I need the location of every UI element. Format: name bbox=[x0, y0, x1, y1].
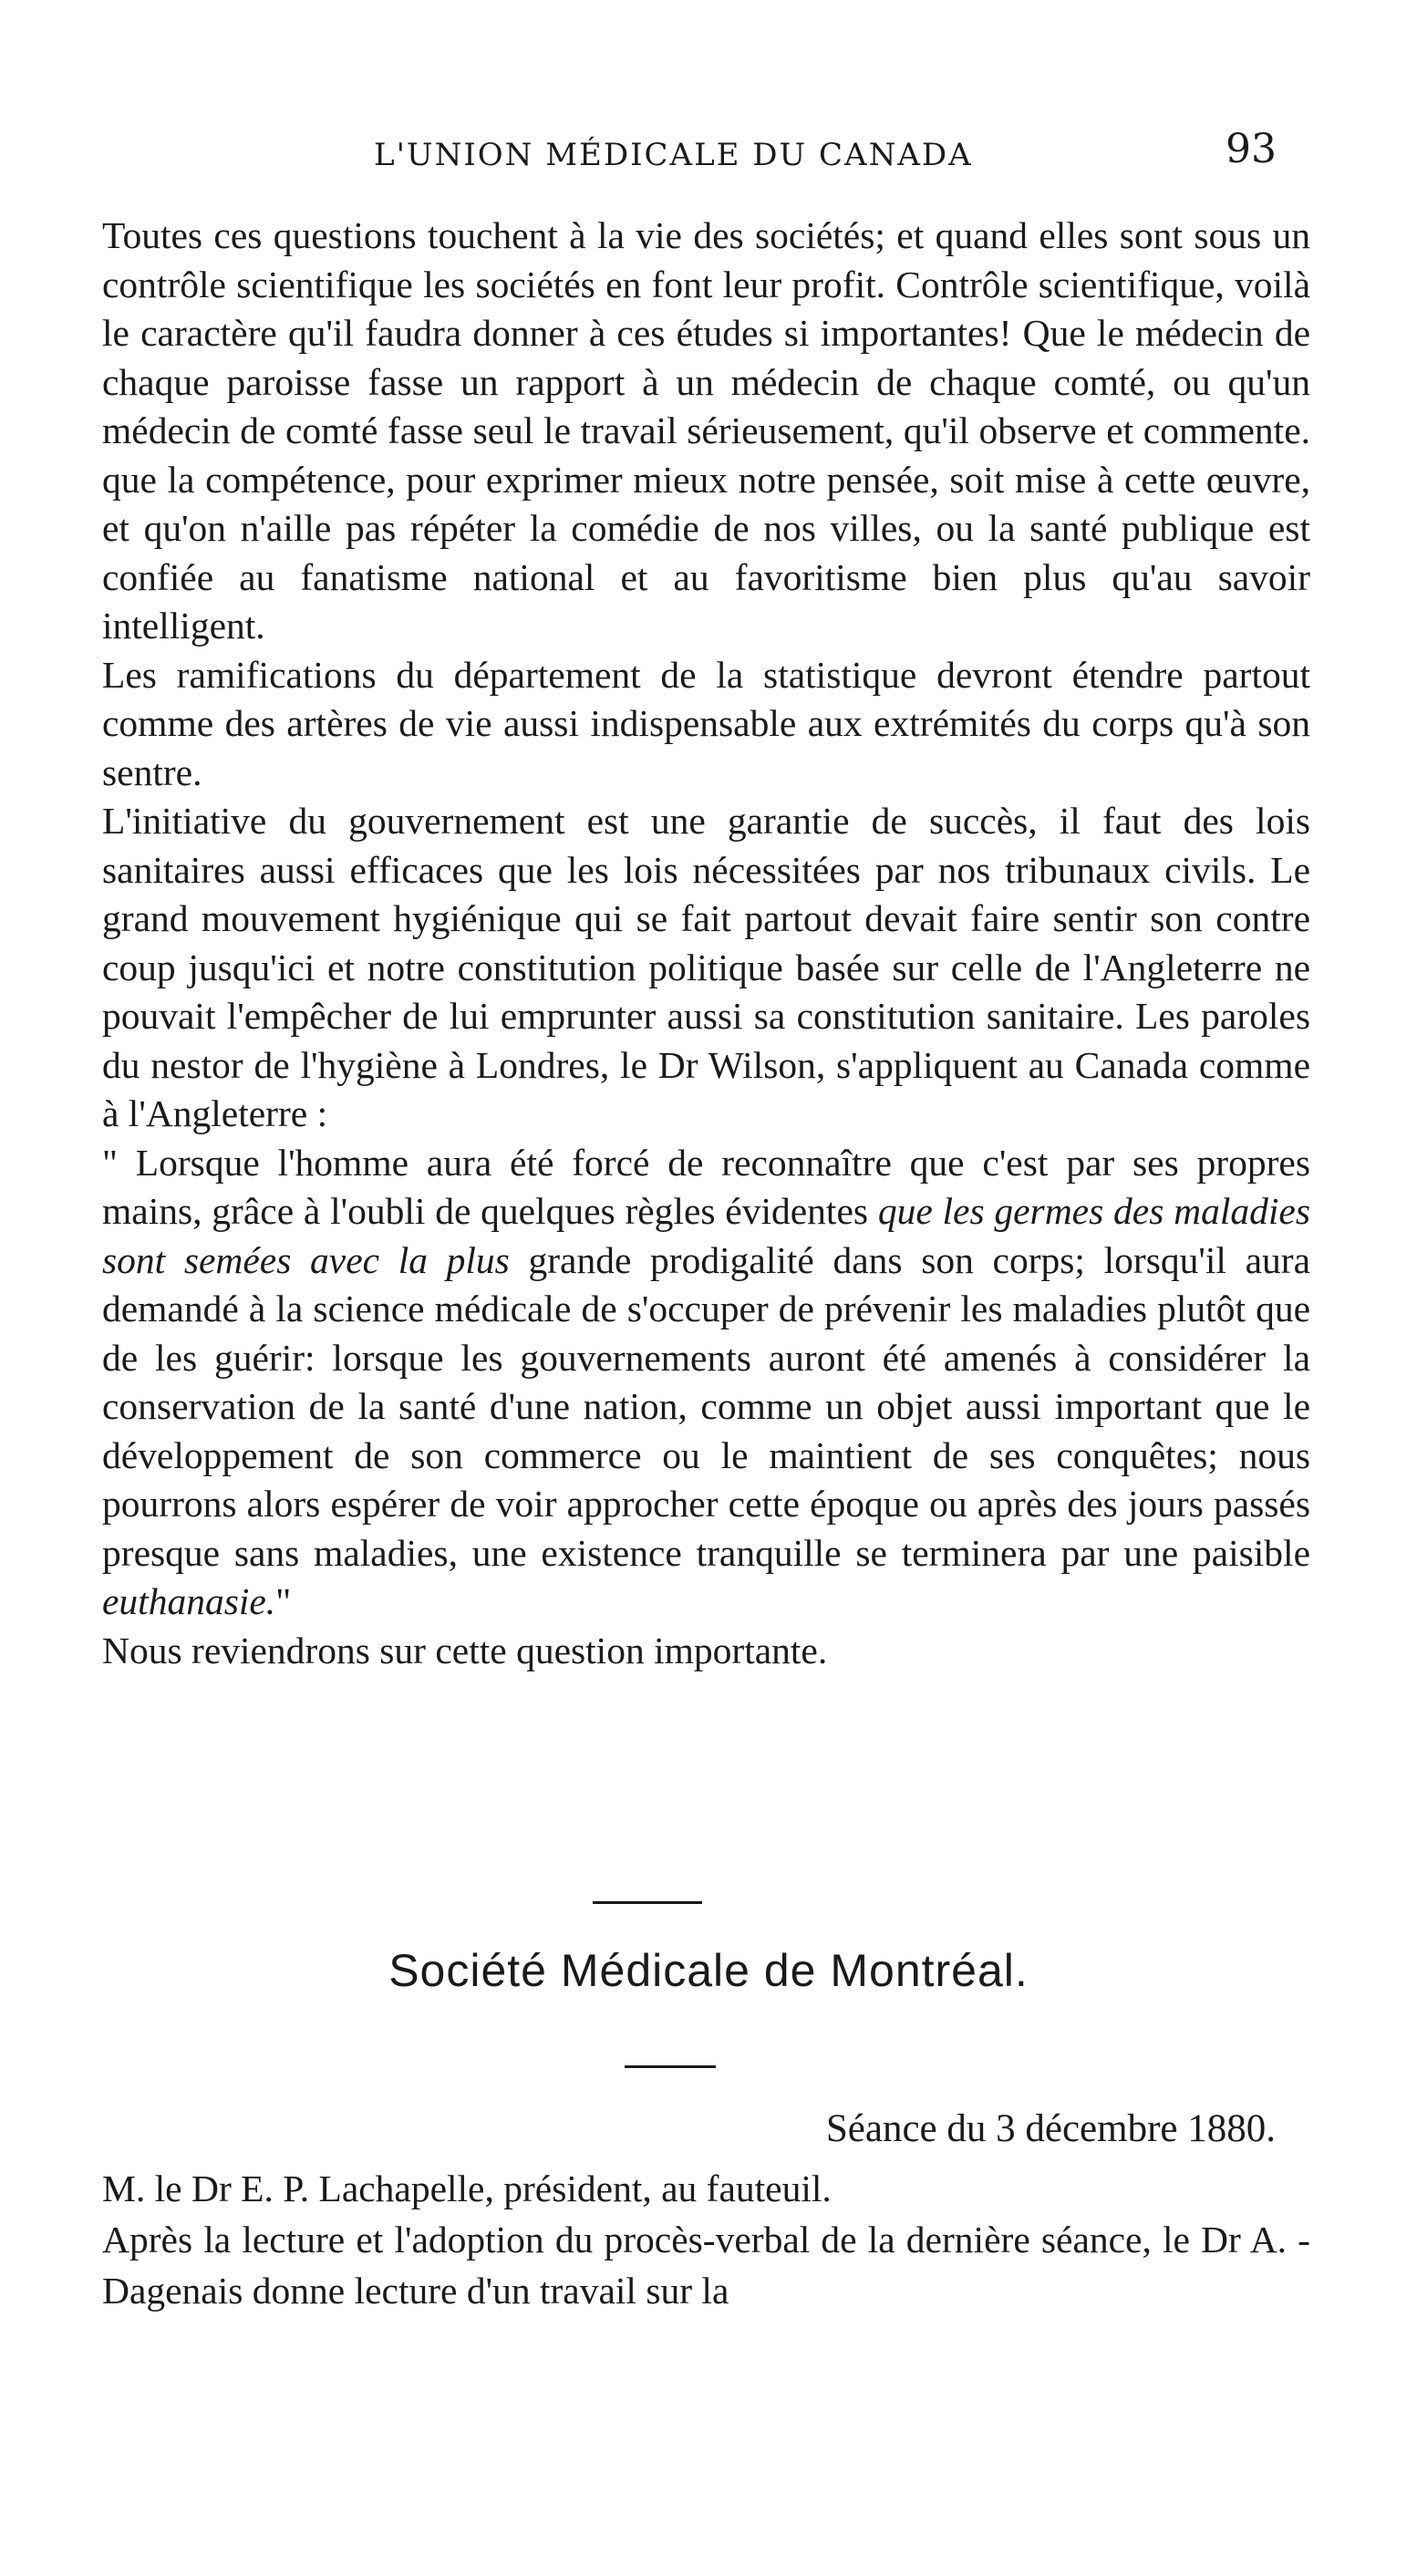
quote-text: " bbox=[275, 1580, 292, 1622]
paragraph: Toutes ces questions touchent à la vie des sociétés; et quand elles sont sous un contrôle scientifique les sociétés en font leur profit. Contrôle scientifique, voilà le caractère qu'il faudra donner à ces études si importantes! Que le médecin de chaque paroisse fasse un rapport à un médecin de chaque comté, ou qu'un médecin de comté fasse seul le travail sérieusement, qu'il observe et commente. que la compétence, pour exprimer mieux notre pensée, soit mise à cette œuvre, et qu'on n'aille pas répéter la comédie de nos villes, ou la santé publique est confiée au fanatisme national et au favoritisme bien plus qu'au savoir intelligent. bbox=[102, 214, 1310, 647]
paragraph: Les ramifications du département de la statistique devront étendre partout comme des artères de vie aussi indispensable aux extrémités du corps qu'à son sentre. bbox=[102, 653, 1310, 793]
paragraph: L'initiative du gouvernement est une garantie de succès, il faut des lois sanitaires aussi efficaces que les lois nécessitées par nos tribunaux civils. Le grand mouvement hygiénique qui se fait partout devait faire sentir son contre coup jusqu'ici et notre constitution politique basée sur celle de l'Angleterre ne pouvait l'empêcher de lui emprunter aussi sa constitution sanitaire. Les paroles du nestor de l'hygiène à Londres, le Dr Wilson, s'appliquent au Canada comme à l'Angleterre : bbox=[102, 800, 1310, 1134]
quote-text: grande prodigalité dans son corps; lorsqu'il aura demandé à la science médicale de s'occuper de prévenir les maladies plutôt que de les guérir: lorsque les gouvernements auront été amenés à considérer la conservation de la santé d'une nation, comme un objet aussi important que le développement de son commerce ou le maintient de ses conquêtes; nous pourrons alors espérer de voir approcher cette époque ou après des jours passés presque sans maladies, une existence tranquille se terminera par une paisible bbox=[102, 1238, 1310, 1574]
quote-text: " Lorsque l'homme aura été forcé de reconnaître que c'est par ses propres mains, grâce à l'oubli de quelques règles évidentes bbox=[102, 1141, 1310, 1232]
session-date: Séance du 3 décembre 1880. bbox=[825, 2107, 1276, 2150]
minutes-line: M. le Dr E. P. Lachapelle, président, au fauteuil. bbox=[102, 2167, 832, 2209]
section-divider bbox=[593, 1901, 702, 1904]
article-body bbox=[102, 212, 1310, 1675]
page-number: 93 bbox=[1226, 126, 1277, 172]
section-heading: Société Médicale de Montréal. bbox=[388, 1945, 1029, 1996]
quote-italic: que les germes des maladies sont semées avec la plus bbox=[102, 1190, 1310, 1281]
section-divider bbox=[625, 2065, 716, 2068]
running-head bbox=[100, 126, 1313, 181]
quotation bbox=[102, 1139, 1310, 1627]
closing-sentence: Nous reviendrons sur cette question importante. bbox=[102, 1629, 828, 1671]
journal-title: L'UNION MÉDICALE DU CANADA bbox=[374, 137, 973, 173]
session-minutes bbox=[102, 2163, 1310, 2316]
quote-italic: euthanasie. bbox=[102, 1580, 276, 1622]
minutes-line: Après la lecture et l'adoption du procès-verbal de la dernière séance, le Dr A. -Dagenais donne lecture d'un travail sur la bbox=[102, 2219, 1310, 2312]
